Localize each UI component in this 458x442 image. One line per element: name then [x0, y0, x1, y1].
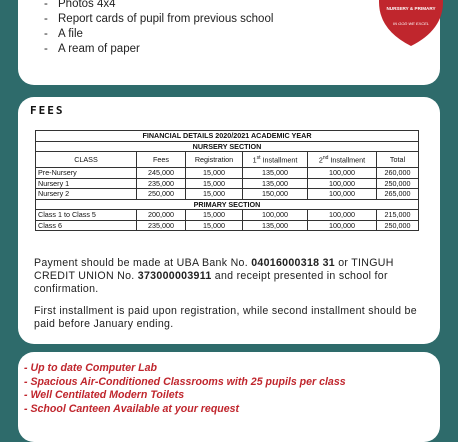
uba-account-number: 04016000318 31	[251, 257, 335, 269]
col-class: CLASS	[36, 152, 137, 168]
col-registration: Registration	[186, 152, 243, 168]
table-row: Class 1 to Class 5 200,000 15,000 100,000 100,000 215,000	[36, 210, 419, 221]
table-header-row	[36, 152, 419, 168]
table-row: Pre-Nursery 245,000 15,000 135,000 100,000 260,000	[36, 168, 419, 179]
list-item: - Well Centilated Modern Toilets	[24, 389, 185, 401]
nursery-section-header: NURSERY SECTION	[36, 141, 419, 152]
col-installment-1: 1st Installment	[243, 152, 308, 168]
col-installment-2: 2nd Installment	[308, 152, 377, 168]
financial-table	[35, 130, 419, 231]
table-row: Class 6 235,000 15,000 135,000 100,000 250,000	[36, 220, 419, 231]
list-item: - A ream of paper	[44, 43, 140, 55]
list-item: - Photos 4x4	[44, 0, 116, 10]
table-row: Nursery 1 235,000 15,000 135,000 100,000 250,000	[36, 178, 419, 189]
col-fees: Fees	[137, 152, 186, 168]
primary-section-header: PRIMARY SECTION	[36, 199, 419, 210]
seal-nursery-text: NURSERY & PRIMARY	[386, 6, 436, 11]
table-row: Nursery 2 250,000 15,000 150,000 100,000 265,000	[36, 189, 419, 200]
list-item: - Report cards of pupil from previous school	[44, 13, 274, 25]
col-total: Total	[377, 152, 419, 168]
list-item: - Spacious Air-Conditioned Classrooms with 25 pupils per class	[24, 375, 346, 388]
features-list	[24, 362, 346, 416]
list-item: - Up to date Computer Lab	[24, 362, 158, 374]
installment-note: First installment is paid upon registration, while second installment should be paid before January ending.	[34, 305, 417, 330]
fees-card	[18, 97, 440, 344]
list-item: - School Canteen Available at your request	[24, 402, 240, 415]
seal-motto-text: IN GOD WE EXCEL	[392, 21, 430, 26]
fees-title: FEES	[30, 104, 65, 117]
list-item: - A file	[44, 28, 83, 40]
payment-instructions: Payment should be made at UBA Bank No. 04016000318 31 or TINGUH CREDIT UNION No. 373000003911 and receipt presented in school for confirmation.	[34, 257, 394, 295]
requirements-card	[18, 0, 440, 85]
requirements-list	[44, 0, 273, 57]
school-seal-logo	[371, 0, 451, 48]
tinguh-account-number: 373000003911	[137, 270, 212, 282]
table-title: FINANCIAL DETAILS 2020/2021 ACADEMIC YEAR	[36, 131, 419, 142]
features-card	[18, 352, 440, 442]
